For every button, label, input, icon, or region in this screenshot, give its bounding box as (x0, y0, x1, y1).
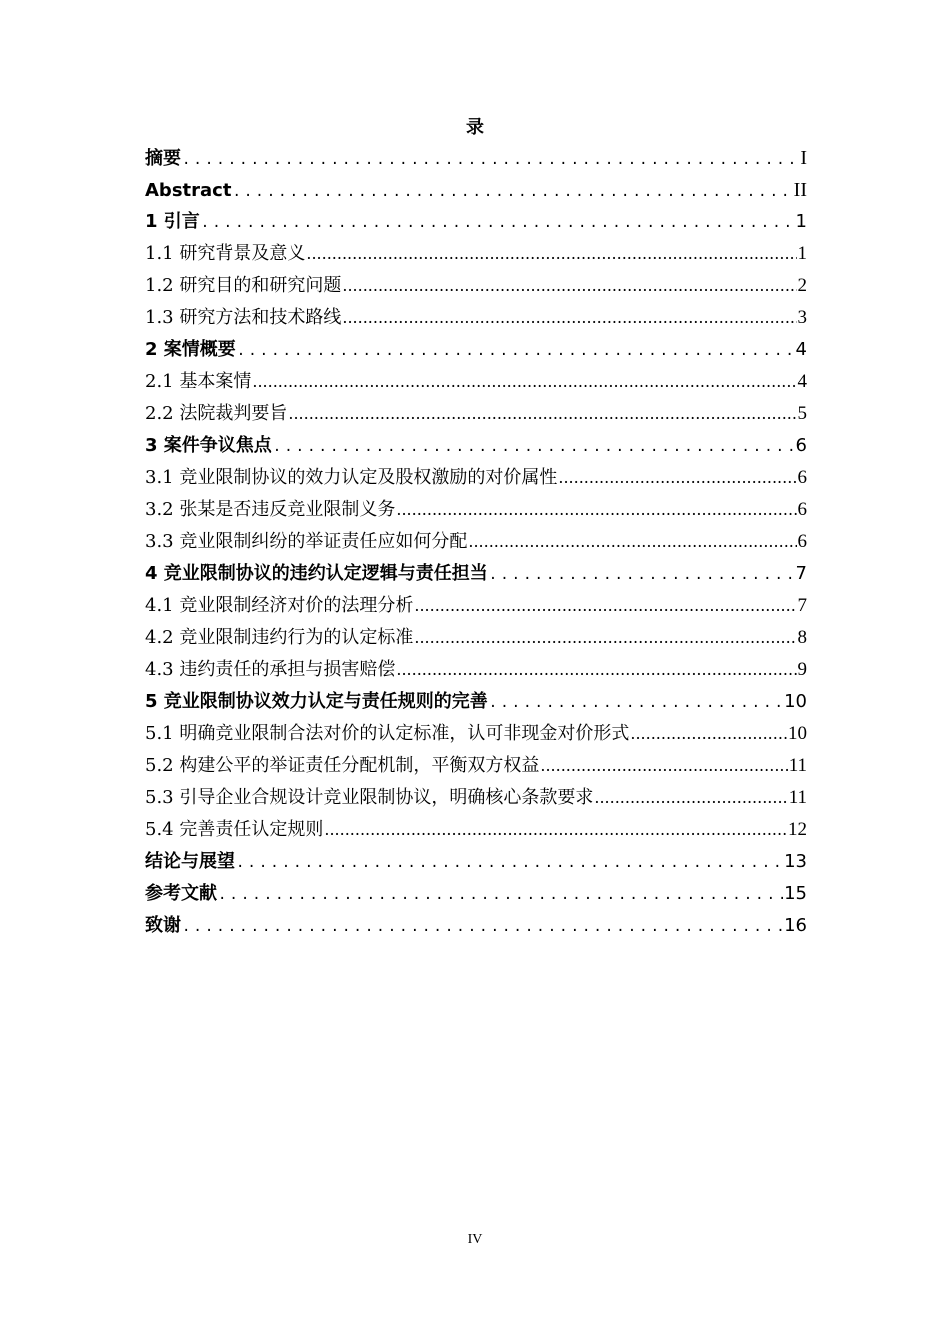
toc-entry-page: 7 (795, 563, 807, 584)
toc-entry[interactable] (145, 430, 807, 462)
toc-entry[interactable] (145, 238, 807, 270)
toc-dot-leader (182, 144, 799, 174)
toc-entry-label: 2 案情概要 (145, 339, 236, 360)
toc-entry[interactable] (145, 462, 807, 494)
toc-entry[interactable] (145, 686, 807, 718)
toc-dot-leader (342, 302, 796, 334)
toc-entry-label: 4.1 竞业限制经济对价的法理分析 (145, 595, 414, 616)
toc-dot-leader (232, 176, 792, 206)
toc-title: 录 (466, 117, 484, 138)
toc-entry-label: Abstract (145, 180, 232, 201)
toc-entry-label: 摘要 (145, 148, 181, 169)
toc-dot-leader (414, 622, 796, 654)
toc-entry-label: 5.2 构建公平的举证责任分配机制，平衡双方权益 (145, 755, 540, 776)
toc-dot-leader (489, 559, 795, 590)
toc-dot-leader (273, 431, 795, 462)
toc-entry-page: 2 (797, 275, 807, 296)
toc-entry[interactable] (145, 334, 807, 366)
toc-entry[interactable] (145, 558, 807, 590)
toc-entry-label: 4.3 违约责任的承担与损害赔偿 (145, 659, 396, 680)
toc-entry-page: 15 (784, 883, 807, 904)
toc-entry-label: 1.1 研究背景及意义 (145, 243, 306, 264)
toc-entry-page: II (793, 179, 807, 201)
toc-entry-page: 11 (788, 787, 807, 808)
toc-entry[interactable] (145, 750, 807, 782)
toc-dot-leader (468, 526, 796, 558)
toc-entry-label: 3 案件争议焦点 (145, 435, 272, 456)
toc-entry-label: 4 竞业限制协议的违约认定逻辑与责任担当 (145, 563, 488, 584)
toc-entry[interactable] (145, 398, 807, 430)
toc-dot-leader (414, 590, 796, 622)
toc-dot-leader (396, 494, 796, 526)
toc-entry-label: 2.2 法院裁判要旨 (145, 403, 288, 424)
footer-page-number: IV (467, 1232, 483, 1247)
toc-entry-label: 1.2 研究目的和研究问题 (145, 275, 342, 296)
toc-dot-leader (396, 654, 796, 686)
toc-entry-label: 5.3 引导企业合规设计竞业限制协议，明确核心条款要求 (145, 787, 594, 808)
toc-dot-leader (218, 879, 783, 910)
toc-dot-leader (324, 814, 787, 846)
toc-entry-label: 3.3 竞业限制纠纷的举证责任应如何分配 (145, 531, 468, 552)
toc-entry-page: 13 (784, 851, 807, 872)
toc-dot-leader (558, 462, 796, 494)
toc-entry-page: 8 (797, 627, 807, 648)
toc-entry[interactable] (145, 622, 807, 654)
table-of-contents (145, 142, 807, 942)
toc-dot-leader (252, 366, 796, 398)
toc-entry[interactable] (145, 494, 807, 526)
toc-entry-page: 3 (797, 307, 807, 328)
toc-entry-label: 1 引言 (145, 211, 200, 232)
toc-entry-label: 3.1 竞业限制协议的效力认定及股权激励的对价属性 (145, 467, 558, 488)
toc-entry[interactable] (145, 878, 807, 910)
toc-entry[interactable] (145, 846, 807, 878)
toc-entry[interactable] (145, 590, 807, 622)
toc-dot-leader (306, 238, 796, 270)
toc-entry[interactable] (145, 366, 807, 398)
toc-entry-page: 4 (797, 371, 807, 392)
toc-dot-leader (201, 207, 795, 238)
toc-dot-leader (630, 718, 787, 750)
toc-entry-page: 11 (788, 755, 807, 776)
toc-dot-leader (237, 335, 795, 366)
toc-entry[interactable] (145, 206, 807, 238)
toc-dot-leader (182, 911, 783, 942)
toc-entry[interactable] (145, 814, 807, 846)
toc-entry-page: 6 (797, 467, 807, 488)
toc-entry-label: 4.2 竞业限制违约行为的认定标准 (145, 627, 414, 648)
toc-entry-page: 6 (795, 435, 807, 456)
toc-entry-label: 结论与展望 (145, 851, 235, 872)
toc-dot-leader (342, 270, 796, 302)
toc-dot-leader (236, 847, 783, 878)
toc-entry[interactable] (145, 782, 807, 814)
toc-entry-page: 7 (797, 595, 807, 616)
toc-entry-label: 致谢 (145, 915, 181, 936)
toc-entry-label: 3.2 张某是否违反竞业限制义务 (145, 499, 396, 520)
toc-entry-label: 5.4 完善责任认定规则 (145, 819, 324, 840)
toc-entry-page: 6 (797, 531, 807, 552)
toc-entry[interactable] (145, 174, 807, 206)
toc-entry-page: 6 (797, 499, 807, 520)
toc-dot-leader (489, 687, 783, 718)
toc-entry-label: 5.1 明确竞业限制合法对价的认定标准，认可非现金对价形式 (145, 723, 630, 744)
toc-entry[interactable] (145, 270, 807, 302)
toc-entry-page: 10 (784, 691, 807, 712)
toc-entry-page: 1 (795, 211, 807, 232)
toc-entry-page: 16 (784, 915, 807, 936)
toc-entry-label: 2.1 基本案情 (145, 371, 252, 392)
toc-dot-leader (288, 398, 796, 430)
toc-entry[interactable] (145, 302, 807, 334)
toc-entry-page: 1 (797, 243, 807, 264)
toc-entry[interactable] (145, 142, 807, 174)
toc-entry-page: 10 (788, 723, 807, 744)
toc-entry-page: 9 (797, 659, 807, 680)
toc-entry-label: 参考文献 (145, 883, 217, 904)
toc-entry[interactable] (145, 526, 807, 558)
toc-entry-page: 12 (788, 819, 807, 840)
toc-entry-page: 4 (795, 339, 807, 360)
toc-entry[interactable] (145, 910, 807, 942)
toc-entry-label: 1.3 研究方法和技术路线 (145, 307, 342, 328)
toc-dot-leader (594, 782, 787, 814)
toc-entry-label: 5 竞业限制协议效力认定与责任规则的完善 (145, 691, 488, 712)
toc-dot-leader (540, 750, 787, 782)
toc-entry-page: 5 (797, 403, 807, 424)
toc-entry[interactable] (145, 718, 807, 750)
toc-entry[interactable] (145, 654, 807, 686)
toc-entry-page: I (800, 147, 807, 169)
